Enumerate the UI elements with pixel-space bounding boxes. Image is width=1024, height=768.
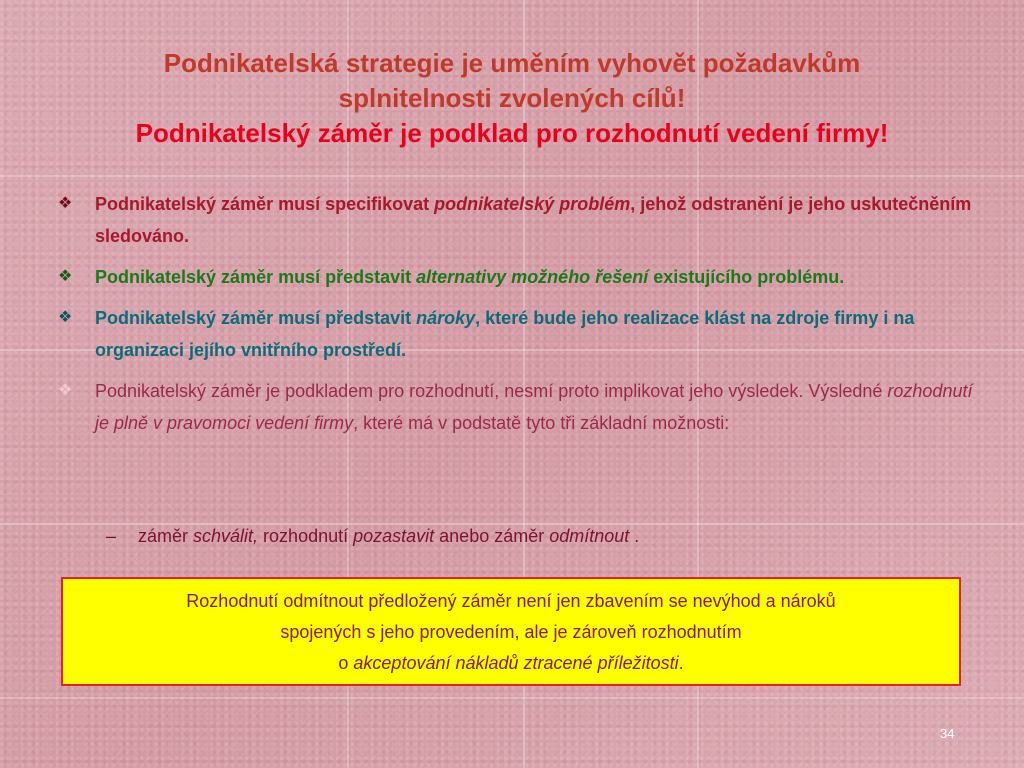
bullet-list — [58, 188, 978, 448]
slide-title — [40, 46, 984, 151]
title-line-2: splnitelnosti zvolených cílů! — [338, 83, 686, 113]
page-number: 34 — [940, 726, 955, 741]
diamond-bullet-icon: ❖ — [58, 309, 73, 326]
background-seam — [0, 175, 1024, 177]
highlight-box — [61, 577, 961, 686]
bullet-item: ❖ Podnikatelský záměr musí představit nároky, které bude jeho realizace klást na zdroje firmy i na organizaci jejího vnitřního prostředí. — [58, 302, 978, 366]
dash-bullet: – — [106, 526, 117, 546]
sub-bullet: – záměr schválit, rozhodnutí pozastavit anebo záměr odmítnout . — [106, 520, 966, 552]
diamond-bullet-icon: ❖ — [58, 268, 73, 285]
bullet-item: ❖ Podnikatelský záměr musí specifikovat podnikatelský problém, jehož odstranění je jeho uskutečněním sledováno. — [58, 188, 978, 252]
box-line-1: Rozhodnutí odmítnout předložený záměr není jen zbavením se nevýhod a nároků — [186, 591, 836, 611]
box-line-2: spojených s jeho provedením, ale je zároveň rozhodnutím — [280, 622, 742, 642]
title-line-3: Podnikatelský záměr je podklad pro rozhodnutí vedení firmy! — [135, 118, 889, 148]
bullet-item: ❖ Podnikatelský záměr je podkladem pro rozhodnutí, nesmí proto implikovat jeho výsledek. Výsledné rozhodnutí je plně v pravomoci vedení firmy, které má v podstatě tyto tři základní možnosti: — [58, 375, 978, 439]
box-line-3: o akceptování nákladů ztracené příležitosti. — [338, 653, 684, 673]
diamond-bullet-icon: ❖ — [58, 382, 73, 399]
title-line-1: Podnikatelská strategie je uměním vyhovět požadavkům — [163, 48, 861, 78]
diamond-bullet-icon: ❖ — [58, 195, 73, 212]
background-seam — [0, 697, 1024, 699]
bullet-item: ❖ Podnikatelský záměr musí představit alternativy možného řešení existujícího problému. — [58, 261, 978, 293]
